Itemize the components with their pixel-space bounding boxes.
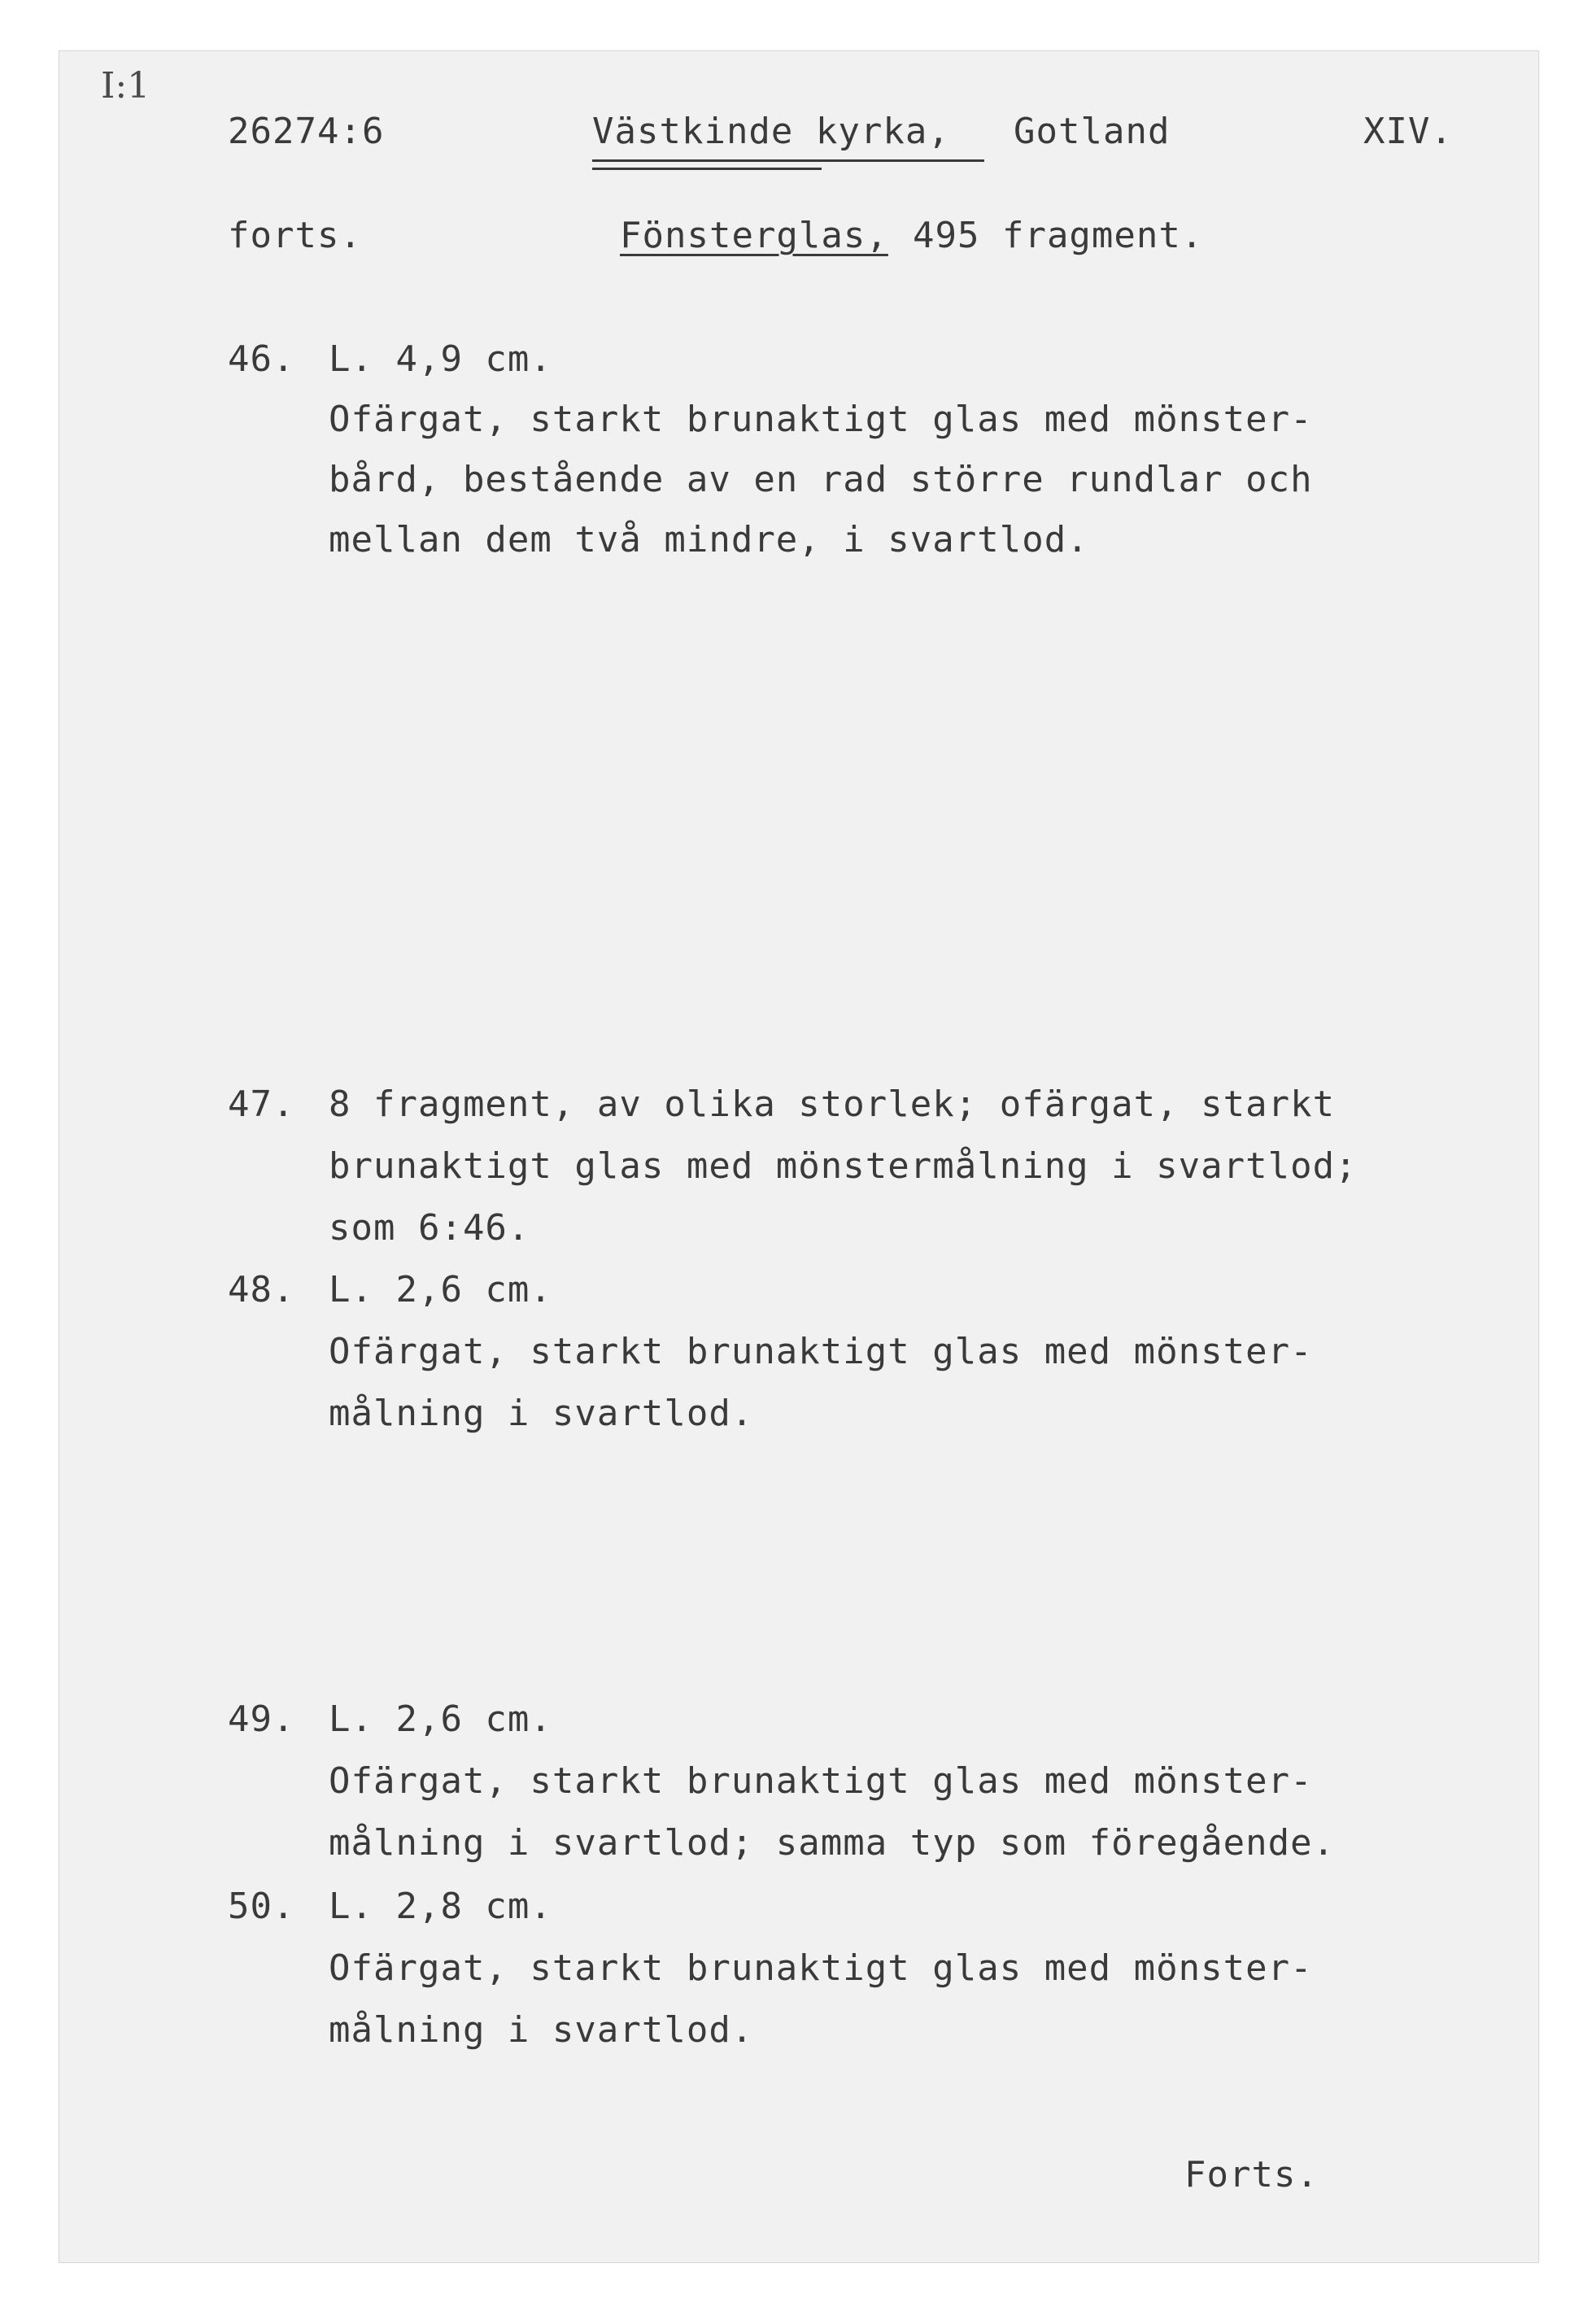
roman-numeral: XIV. [1363, 111, 1453, 152]
material-label: Fönsterglas, [620, 215, 888, 256]
entry-number: 50. [228, 1886, 295, 1927]
entry-line: L. 4,9 cm. [329, 338, 552, 380]
entry-line: L. 2,6 cm. [329, 1698, 552, 1740]
entry-line: bård, bestående av en rad större rundlar och [329, 459, 1313, 500]
region-name: Gotland [1014, 111, 1171, 152]
entry-line: målning i svartlod. [329, 1393, 754, 1434]
entry-line: brunaktigt glas med mönstermålning i svartlod; [329, 1145, 1358, 1187]
continued-label: Forts. [1184, 2154, 1319, 2195]
entry-line: L. 2,6 cm. [329, 1269, 552, 1310]
entry-line: Ofärgat, starkt brunaktigt glas med mönster- [329, 1331, 1313, 1372]
entry-line: Ofärgat, starkt brunaktigt glas med mönster- [329, 1760, 1313, 1802]
place-name: Västkinde kyrka, [592, 111, 950, 152]
fragment-count: 495 fragment. [913, 215, 1204, 256]
entry-number: 48. [228, 1269, 295, 1310]
catalog-number: 26274:6 [228, 111, 385, 152]
entry-line: mellan dem två mindre, i svartlod. [329, 519, 1089, 560]
entry-line: Ofärgat, starkt brunaktigt glas med mönster- [329, 1947, 1313, 1989]
place-underline [592, 159, 984, 162]
corner-mark: I:1 [101, 65, 150, 107]
entry-line: som 6:46. [329, 1207, 530, 1249]
entry-line: 8 fragment, av olika storlek; ofärgat, starkt [329, 1084, 1336, 1125]
place-underline-2 [592, 168, 822, 170]
entry-number: 46. [228, 338, 295, 380]
entry-line: Ofärgat, starkt brunaktigt glas med mönster- [329, 399, 1313, 440]
entry-line: målning i svartlod; samma typ som föregående. [329, 1822, 1336, 1864]
forts-label: forts. [228, 215, 362, 256]
entry-line: målning i svartlod. [329, 2009, 754, 2051]
entry-number: 47. [228, 1084, 295, 1125]
entry-number: 49. [228, 1698, 295, 1740]
entry-line: L. 2,8 cm. [329, 1886, 552, 1927]
